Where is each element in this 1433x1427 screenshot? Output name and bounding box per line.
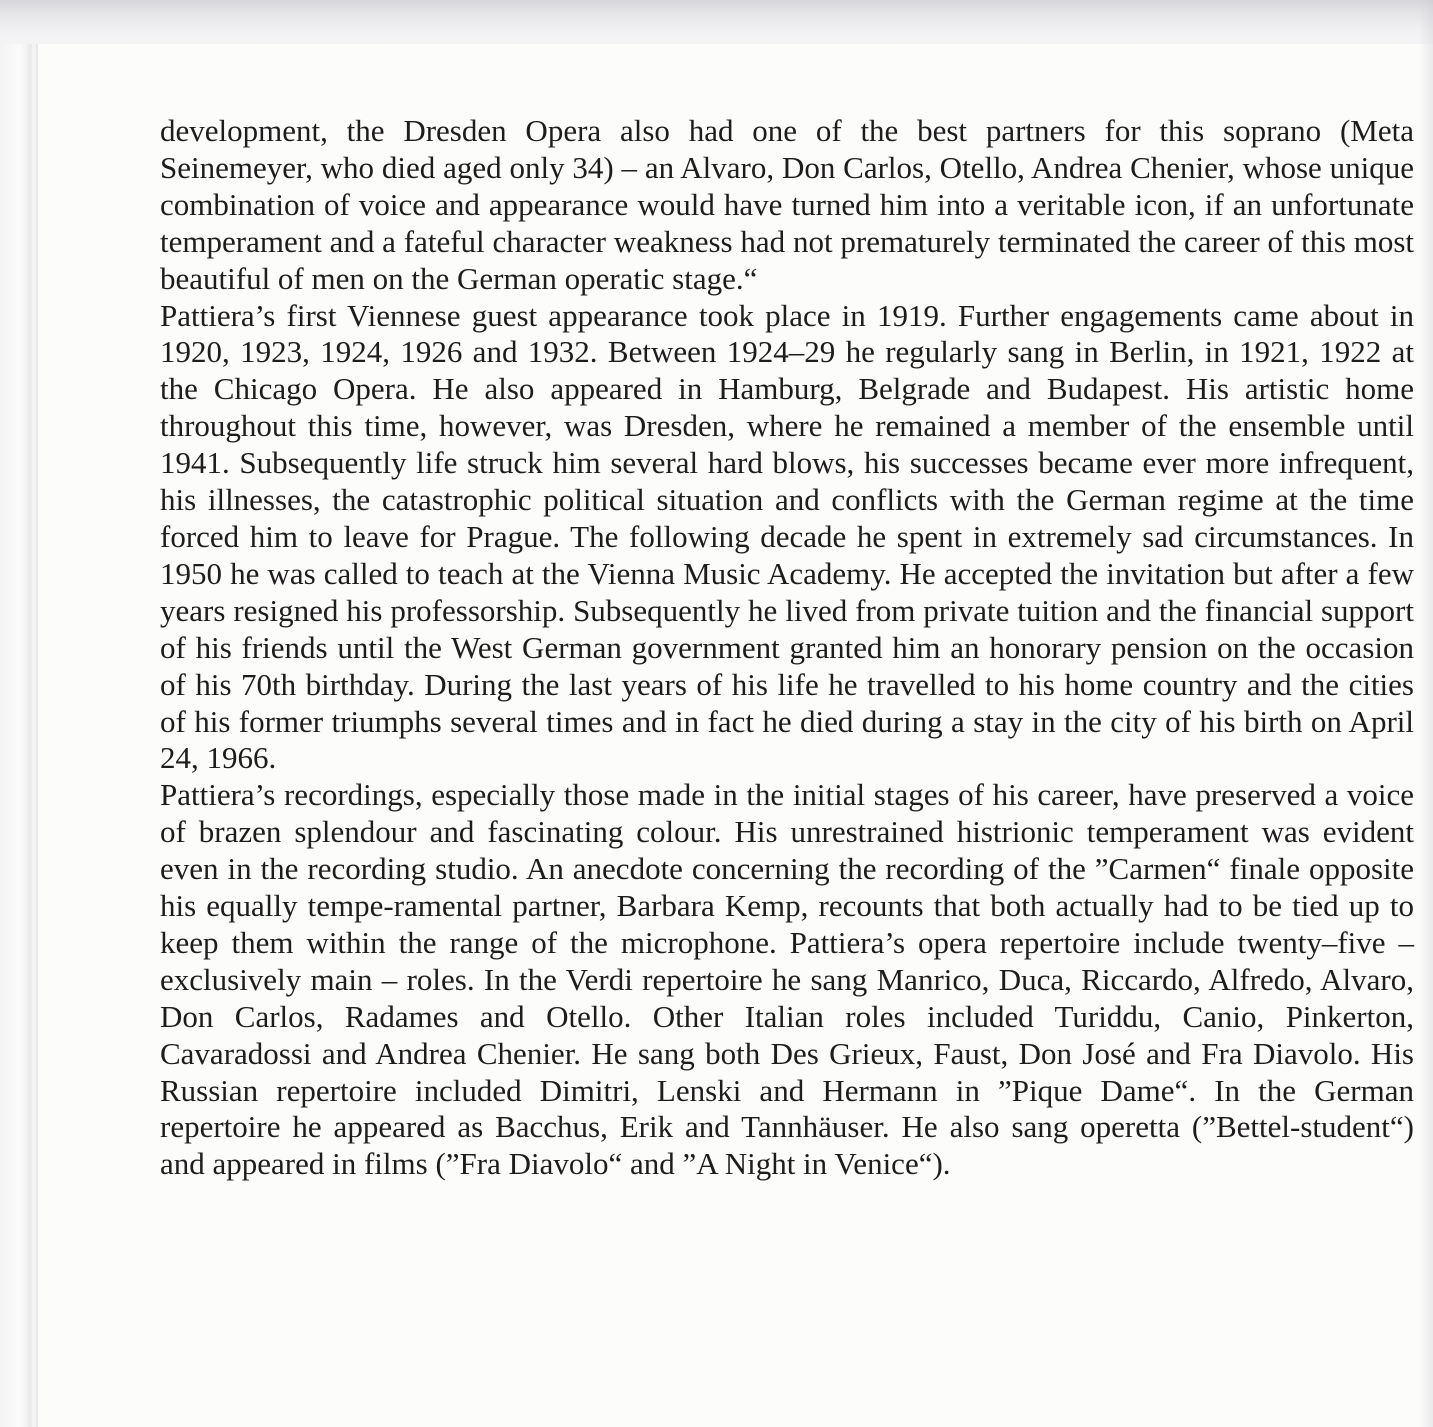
page-stack-edge xyxy=(0,44,38,1427)
paragraph-dresden-partner: development, the Dresden Opera also had one of the best partners for this soprano (Meta Seinemeyer, who died aged only 34) – an Alvaro, Don Carlos, Otello, Andrea Chenier, whose unique combination of voice and appearance would have turned him into a veritable icon, if an unfortunate temperament and a fateful character weakness had not prematurely terminated the career of this most beautiful of men on the German operatic stage.“ xyxy=(160,113,1414,296)
paragraph-recordings-repertoire: Pattiera’s recordings, especially those made in the initial stages of his career, have preserved a voice of brazen splendour and fascinating colour. His unrestrained histrionic temperament was evident even in the recording studio. An anecdote concerning the recording of the ”Carmen“ finale opposite his equally tempe-ramental partner, Barbara Kemp, recounts that both actually had to be tied up to keep them within the range of the microphone. Pattiera’s opera repertoire include twenty–five – exclusively main – roles. In the Verdi repertoire he sang Manrico, Duca, Riccardo, Alfredo, Alvaro, Don Carlos, Radames and Otello. Other Italian roles included Turiddu, Canio, Pinkerton, Cavaradossi and Andrea Chenier. He sang both Des Grieux, Faust, Don José and Fra Diavolo. His Russian repertoire included Dimitri, Lenski and Hermann in ”Pique Dame“. In the German repertoire he appeared as Bacchus, Erik and Tannhäuser. He also sang operetta (”Bettel-student“) and appeared in films (”Fra Diavolo“ and ”A Night in Venice“). xyxy=(160,777,1414,1182)
scan-edge-shadow xyxy=(1419,0,1433,1427)
body-text xyxy=(160,113,1414,1183)
paragraph-career-biography: Pattiera’s first Viennese guest appearance took place in 1919. Further engagements came about in 1920, 1923, 1924, 1926 and 1932. Between 1924–29 he regularly sang in Berlin, in 1921, 1922 at the Chicago Opera. He also appeared in Hamburg, Belgrade and Budapest. His artistic home throughout this time, however, was Dresden, where he remained a member of the ensemble until 1941. Subsequently life struck him several hard blows, his successes became ever more infrequent, his illnesses, the catastrophic political situation and conflicts with the German regime at the time forced him to leave for Prague. The following decade he spent in extremely sad circumstances. In 1950 he was called to teach at the Vienna Music Academy. He accepted the invitation but after a few years resigned his professorship. Subsequently he lived from private tuition and the financial support of his friends until the West German government granted him an honorary pension on the occasion of his 70th birthday. During the last years of his life he travelled to his home country and the cities of his former triumphs several times and in fact he died during a stay in the city of his birth on April 24, 1966. xyxy=(160,297,1414,776)
